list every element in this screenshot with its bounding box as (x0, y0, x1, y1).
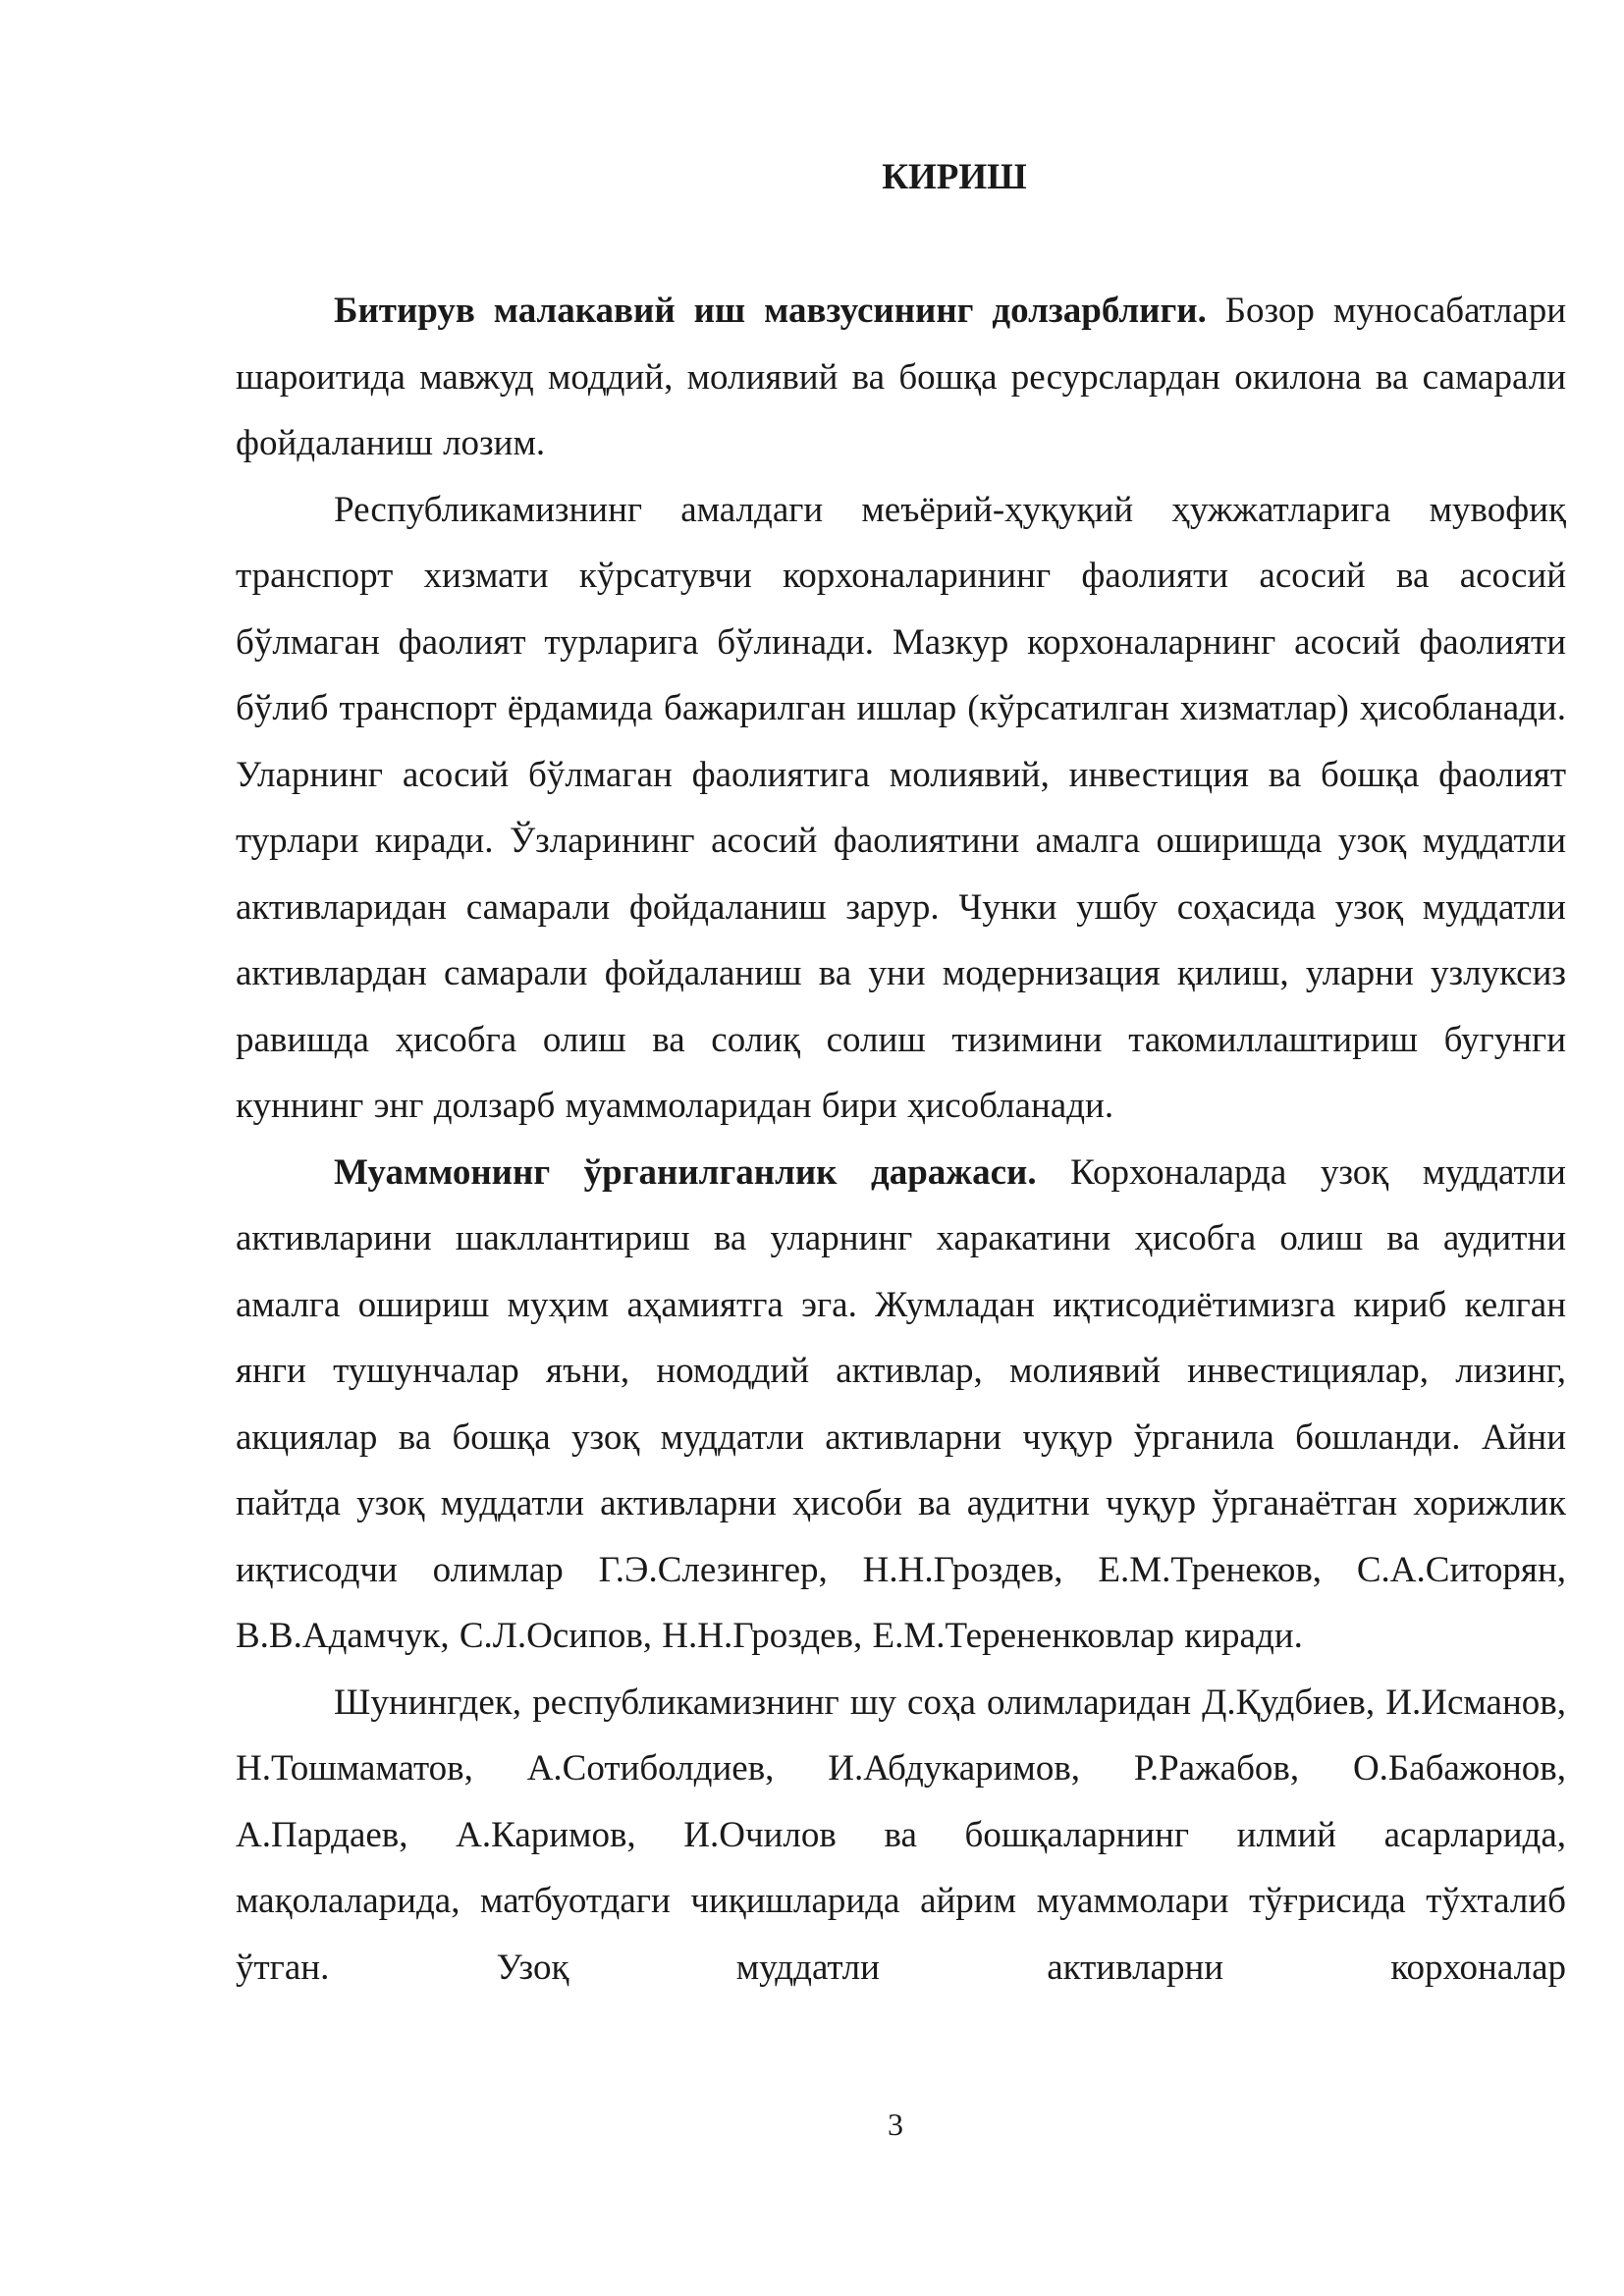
paragraph-local-scholars (236, 1670, 1566, 2002)
paragraph-lead: Муаммонинг ўрганилганлик даражаси. (334, 1151, 1037, 1193)
document-body (236, 278, 1566, 2001)
paragraph-lead: Битирув малакавий иш мавзусининг долзарблиги. (334, 291, 1207, 331)
page-number: 3 (888, 2107, 903, 2142)
page-title: КИРИШ (882, 157, 1027, 197)
paragraph-text: Бозор муносабатлари шароитида мавжуд моддий, молиявий ва бошқа ресурслардан окилона ва самарали фойдаланиш лозим. (236, 291, 1566, 463)
paragraph-text: Республикамизнинг амалдаги меъёрий-ҳуқуқий ҳужжатларига мувофиқ транспорт хизмати кўрсатувчи корхоналарининг фаолияти асосий ва асосий бўлмаган фаолият турларига бўлинади. Мазкур корхоналарнинг асосий фаолияти бўлиб транспорт ёрдамида бажарилган ишлар (кўрсатилган хизматлар) ҳисобланади. Уларнинг асосий бўлмаган фаолиятига молиявий, инвестиция ва бошқа фаолият турлари киради. Ўзларининг асосий фаолиятини амалга оширишда узоқ муддатли активларидан самарали фойдаланиш зарур. Чунки ушбу соҳасида узоқ муддатли активлардан самарали фойдаланиш ва уни модернизация қилиш, уларни узлуксиз равишда ҳисобга олиш ва солиқ солиш тизимини такомиллаштириш бугунги куннинг энг долзарб муаммоларидан бири ҳисобланади. (236, 489, 1566, 1126)
paragraph-relevance (236, 278, 1566, 477)
paragraph-text: Шунингдек, республикамизнинг шу соҳа олимларидан Д.Қудбиев, И.Исманов, Н.Тошмаматов, А.Сотиболдиев, И.Абдукаримов, Р.Ражабов, О.Бабажонов, А.Пардаев, А.Каримов, И.Очилов ва бошқаларнинг илмий асарларида, мақолаларида, матбуотдаги чиқишларида айрим муаммолари тўғрисида тўхталиб ўтган. Узоқ муддатли активларни корхоналар (236, 1682, 1566, 1988)
paragraph-text: Корхоналарда узоқ муддатли активларини шакллантириш ва уларнинг харакатини ҳисобга олиш ва аудитни амалга ошириш муҳим аҳамиятга эга. Жумладан иқтисодиётимизга кириб келган янги тушунчалар яъни, номоддий активлар, молиявий инвестициялар, лизинг, акциялар ва бошқа узоқ муддатли активларни чуқур ўрганила бошланди. Айни пайтда узоқ муддатли активларни ҳисоби ва аудитни чуқур ўрганаётган хорижлик иқтисодчи олимлар Г.Э.Слезингер, Н.Н.Гроздев, Е.М.Тренеков, С.А.Ситорян, В.В.Адамчук, С.Л.Осипов, Н.Н.Гроздев, Е.М.Терененковлар киради. (236, 1151, 1566, 1656)
paragraph-research-degree (236, 1140, 1566, 1670)
paragraph-activity-types (236, 477, 1566, 1140)
